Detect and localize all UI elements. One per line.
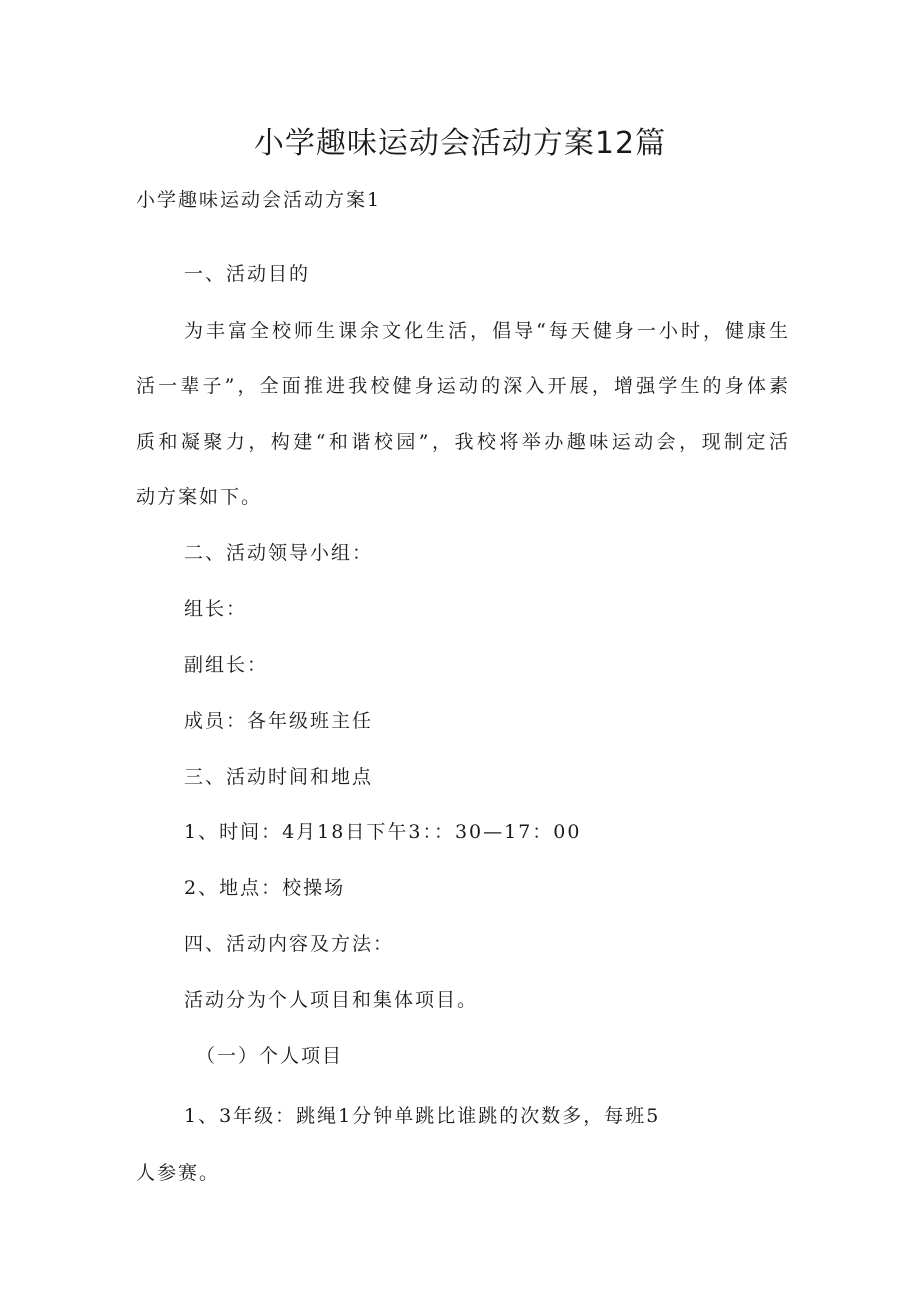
subsection-heading-individual: （一）个人项目: [196, 1045, 344, 1067]
section-heading-content: 四、活动内容及方法：: [184, 933, 395, 955]
place-text: 2、地点：校操场: [184, 877, 346, 899]
activity-intro-text: 活动分为个人项目和集体项目。: [184, 989, 479, 1011]
time-text: 1、时间：4月18日下午3：：30—17：00: [184, 821, 582, 843]
section-heading-purpose: 一、活动目的: [184, 263, 311, 285]
paragraph-line: 为丰富全校师生课余文化生活，倡导“每天健身一小时，健康生: [184, 320, 790, 342]
document-subtitle: 小学趣味运动会活动方案1: [136, 189, 382, 211]
deputy-leader-label: 副组长：: [184, 654, 269, 676]
item-line: 人参赛。: [136, 1162, 221, 1184]
paragraph-line: 质和凝聚力，构建“和谐校园”，我校将举办趣味运动会，现制定活: [136, 431, 790, 453]
leader-label: 组长：: [184, 598, 248, 620]
paragraph-line: 动方案如下。: [136, 486, 263, 508]
document-title: 小学趣味运动会活动方案12篇: [253, 126, 667, 161]
members-text: 成员：各年级班主任: [184, 710, 374, 732]
section-heading-leadership: 二、活动领导小组：: [184, 542, 374, 564]
section-heading-time-place: 三、活动时间和地点: [184, 766, 374, 788]
item-line: 1、3年级：跳绳1分钟单跳比谁跳的次数多，每班5: [184, 1105, 661, 1127]
paragraph-line: 活一辈子”，全面推进我校健身运动的深入开展，增强学生的身体素: [136, 375, 790, 397]
